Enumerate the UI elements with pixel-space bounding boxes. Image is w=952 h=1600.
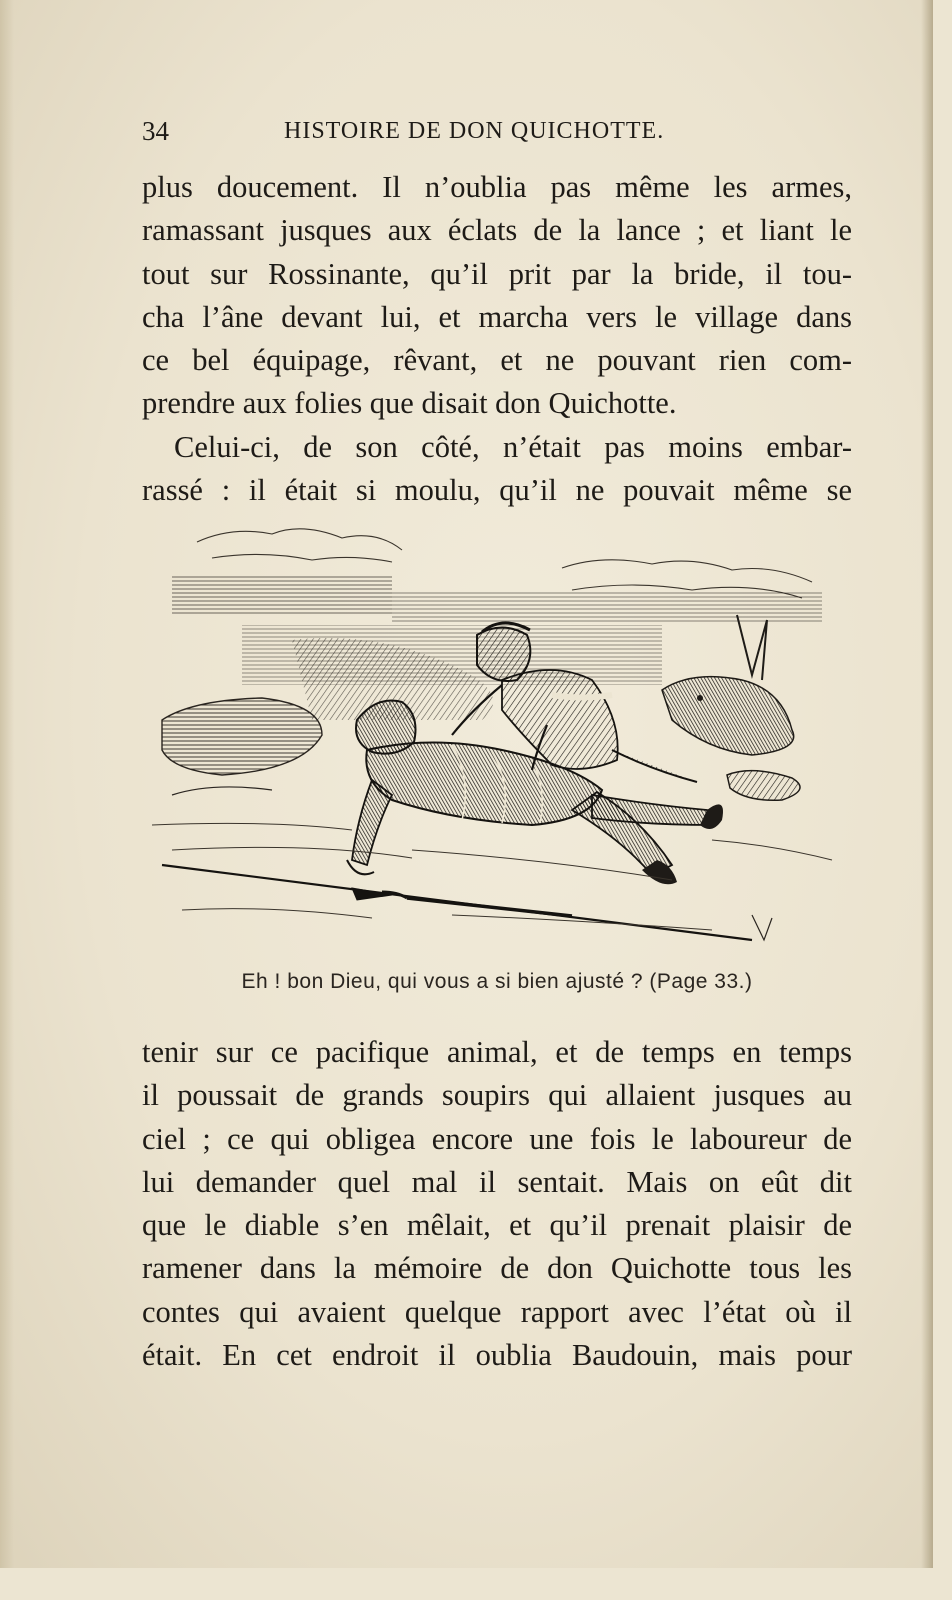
text-line-paragraph-start: Celui-ci, de son côté, n’était pas moins embar- <box>174 429 852 464</box>
text-line: ce bel équipage, rêvant, et ne pouvant rien com- <box>142 343 852 378</box>
text-line: ciel ; ce qui obligea encore une fois le laboureur de <box>142 1121 852 1156</box>
text-line: tenir sur ce pacifique animal, et de temps en temps <box>142 1035 852 1069</box>
page-gutter-shadow <box>0 0 14 1568</box>
text-line: prendre aux folies que disait don Quichotte. <box>142 386 677 421</box>
engraving-illustration <box>152 520 842 960</box>
text-line: il poussait de grands soupirs qui allaient jusques au <box>142 1078 852 1113</box>
donkey-illustration <box>662 615 794 755</box>
body-text-after-figure <box>142 1031 852 1377</box>
running-header <box>142 116 852 156</box>
page-number: 34 <box>142 116 169 146</box>
page-edge-shadow <box>921 0 933 1568</box>
running-title: HISTOIRE DE DON QUICHOTTE. <box>284 118 665 144</box>
text-line: tout sur Rossinante, qu’il prit par la bride, il tou- <box>142 256 852 291</box>
text-line: plus doucement. Il n’oublia pas même les armes, <box>142 170 852 204</box>
figure-caption: Eh ! bon Dieu, qui vous a si bien ajusté ? (Page 33.) <box>241 970 753 993</box>
engraving-svg <box>152 520 842 960</box>
text-line: que le diable s’en mêlait, et qu’il prenait plaisir de <box>142 1208 852 1243</box>
text-line: lui demander quel mal il sentait. Mais on eût dit <box>142 1164 852 1199</box>
body-text-before-figure <box>142 166 852 512</box>
text-line: rassé : il était si moulu, qu’il ne pouvait même se <box>142 473 852 508</box>
text-line: ramener dans la mémoire de don Quichotte tous les <box>142 1251 852 1286</box>
text-line: contes qui avaient quelque rapport avec l’état où il <box>142 1294 852 1329</box>
text-line: cha l’âne devant lui, et marcha vers le village dans <box>142 299 852 334</box>
text-line: ramassant jusques aux éclats de la lance ; et liant le <box>142 213 852 248</box>
text-line: était. En cet endroit il oublia Baudouin, mais pour <box>142 1338 852 1373</box>
